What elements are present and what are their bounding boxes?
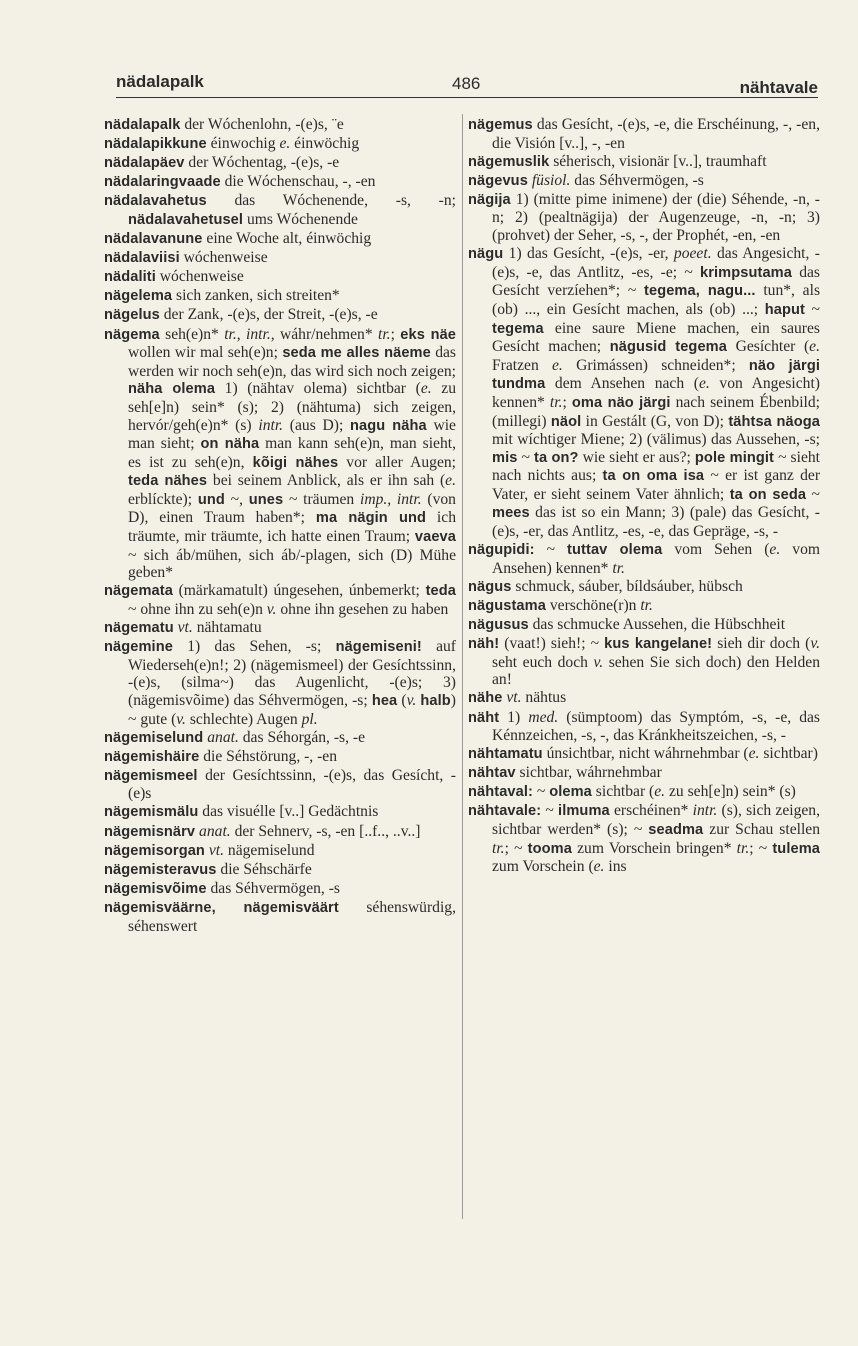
dictionary-entry: nägemisvõime das Séhvermögen, -s: [104, 879, 340, 897]
page-header: [116, 70, 818, 100]
dictionary-entry: nädalavanune eine Woche alt, éinwöchig: [104, 230, 372, 248]
header-first-word: nädalapalk: [116, 72, 204, 91]
dictionary-entry: nägema seh(e)n* tr., intr., wáhr/nehmen* tr.; eks näe wollen wir mal seh(e)n; seda me alles näeme das werden wir noch seh(e)n, das wird sich noch zeigen; näha olema 1) (nähtav olema) sichtbar (e. zu seh[e]n) sein* (s); 2) (nähtuma) sich zeigen, hervór/geh(e)n* (s) intr. (aus D); nagu näha wie man sieht; on näha man kann seh(e)n, man sieht, es ist zu seh(e)n, kõigi nähes vor aller Augen; teda nähes bei seinem Anblick, als er ihn sah (e. erblíckte); und ~, unes ~ träumen imp., intr. (von D), einen Traum haben*; ma nägin und ich träumte, mir träumte, ich hatte einen Traum; vaeva ~ sich áb/mühen, sich áb/-plagen, sich (D) Mühe geben*: [104, 325, 457, 582]
dictionary-entry: nägevus füsiol. das Séhvermögen, -s: [468, 171, 704, 189]
header-last-word: nähtavale: [739, 78, 818, 97]
dictionary-entry: nägemisväärne, nägemisväärt séhenswürdig, séhenswert: [104, 898, 456, 935]
dictionary-entry: nägemishäire die Séhstörung, -, -en: [104, 747, 338, 765]
dictionary-entry: nädalavahetus das Wóchenende, -s, -n; nädalavahetusel ums Wóchenende: [104, 192, 456, 228]
dictionary-entry: nädalapikkune éinwochig e. éinwöchig: [104, 135, 360, 153]
dictionary-entry: nägemus das Gesícht, -(e)s, -e, die Erschéinung, -, -en, die Visión [v..], -, -en: [468, 116, 820, 152]
dictionary-entry: nägelema sich zanken, sich streiten*: [104, 287, 340, 305]
dictionary-entry: näht 1) med. (sümptoom) das Symptóm, -s, -e, das Kénnzeichen, -s, -, das Kránkheitszeichen, -s, -: [468, 708, 821, 745]
dictionary-entry: nädalapalk der Wóchenlohn, -(e)s, ¨e: [104, 116, 344, 133]
dictionary-entry: nägemiselund anat. das Séhorgán, -s, -e: [104, 728, 366, 746]
dictionary-entry: nägemisorgan vt. nägemiselund: [104, 841, 315, 859]
dictionary-entry: nägematu vt. nähtamatu: [104, 619, 262, 637]
dictionary-entry: nähtaval: ~ olema sichtbar (e. zu seh[e]n) sein* (s): [468, 783, 796, 801]
dictionary-entry: nähtavale: ~ ilmuma erschéinen* intr. (s), sich zeigen, sichtbar werden* (s); ~ seadma zur Schau stellen tr.; ~ tooma zum Vorschein bringen* tr.; ~ tulema zum Vorschein (e. ins: [468, 802, 821, 876]
dictionary-entry: nädalaviisi wóchenweise: [104, 249, 268, 267]
column-divider: [462, 114, 463, 1219]
dictionary-entry: nägija 1) (mitte pime inimene) der (die) Séhende, -n, -n; 2) (pealtnägija) der Augenzeuge, -n, -n; 3) (prohvet) der Seher, -s, -, der Prophét, -en, -en: [468, 190, 820, 245]
page-number: 486: [452, 74, 481, 93]
right-column: [468, 116, 820, 876]
dictionary-entry: nägupidi: ~ tuttav olema vom Sehen (e. vom Ansehen) kennen* tr.: [468, 541, 820, 577]
dictionary-entry: nädalapäev der Wóchentag, -(e)s, -e: [104, 154, 340, 172]
dictionary-entry: näh! (vaat!) sieh!; ~ kus kangelane! sieh dir doch (v. seht euch doch v. sehen Sie sich doch) den Helden an!: [468, 635, 820, 689]
dictionary-entry: nädalaringvaade die Wóchenschau, -, -en: [104, 173, 376, 191]
dictionary-entry: nägemata (märkamatult) úngesehen, únbemerkt; teda ~ ohne ihn zu seh(e)n v. ohne ihn gesehen zu haben: [104, 582, 456, 618]
left-column: [104, 116, 456, 936]
dictionary-entry: nägemine 1) das Sehen, -s; nägemiseni! auf Wiederseh(e)n!; 2) (nägemismeel) der Gesíchtssinn, -(e)s, (silma~) das Augenlicht, -(e)s; 3) (nägemisvõime) das Séhvermögen, -s; hea (v. halb) ~ gute (v. schlechte) Augen pl.: [104, 638, 457, 728]
dictionary-entry: nägemisnärv anat. der Sehnerv, -s, -en [..f.., ..v..]: [104, 822, 421, 840]
dictionary-entry: nähe vt. nähtus: [468, 689, 567, 707]
dictionary-entry: nädaliti wóchenweise: [104, 268, 244, 286]
dictionary-entry: nähtav sichtbar, wáhrnehmbar: [468, 764, 662, 782]
dictionary-entry: nägemismeel der Gesíchtssinn, -(e)s, das Gesícht, -(e)s: [104, 766, 456, 803]
dictionary-entry: nägemuslik séherisch, visionär [v..], traumhaft: [468, 152, 767, 170]
dictionary-entry: nägustama verschöne(r)n tr.: [468, 596, 653, 614]
header-rule: [116, 97, 818, 98]
dictionary-entry: nägusus das schmucke Aussehen, die Hübschheit: [468, 616, 786, 634]
dictionary-entry: nägemismälu das visuélle [v..] Gedächtnis: [104, 803, 379, 821]
dictionary-entry: nähtamatu únsichtbar, nicht wáhrnehmbar (e. sichtbar): [468, 745, 818, 763]
dictionary-entry: nägus schmuck, sáuber, bíldsáuber, hübsch: [468, 577, 743, 595]
dictionary-entry: nägemisteravus die Séhschärfe: [104, 860, 312, 878]
dictionary-entry: nägelus der Zank, -(e)s, der Streit, -(e)s, -e: [104, 306, 378, 324]
dictionary-entry: nägu 1) das Gesícht, -(e)s, -er, poeet. das Angesicht, -(e)s, -e, das Antlitz, -es, -e; ~ krimpsutama das Gesícht verzíehen*; ~ tegema, nagu... tun*, als (ob) ..., ein Gesícht machen, als (ob) ...; haput ~ tegema eine saure Miene machen, ein saures Gesícht machen; nägusid tegema Gesíchter (e. Fratzen e. Grimássen) schneiden*; näo järgi tundma dem Ansehen nach (e. von Angesicht) kennen* tr.; oma näo järgi nach seinem Ébenbild; (millegi) näol in Gestált (G, von D); tähtsa näoga mit wíchtiger Miene; 2) (välimus) das Aussehen, -s; mis ~ ta on? wie sieht er aus?; pole mingit ~ sieht nach nichts aus; ta on oma isa ~ er ist ganz der Vater, er sieht seinem Vater ähnlich; ta on seda ~ mees das ist so ein Mann; 3) (pale) das Gesícht, -(e)s, -er, das Antlitz, -es, -e, das Gepräge, -s, -: [468, 245, 821, 541]
